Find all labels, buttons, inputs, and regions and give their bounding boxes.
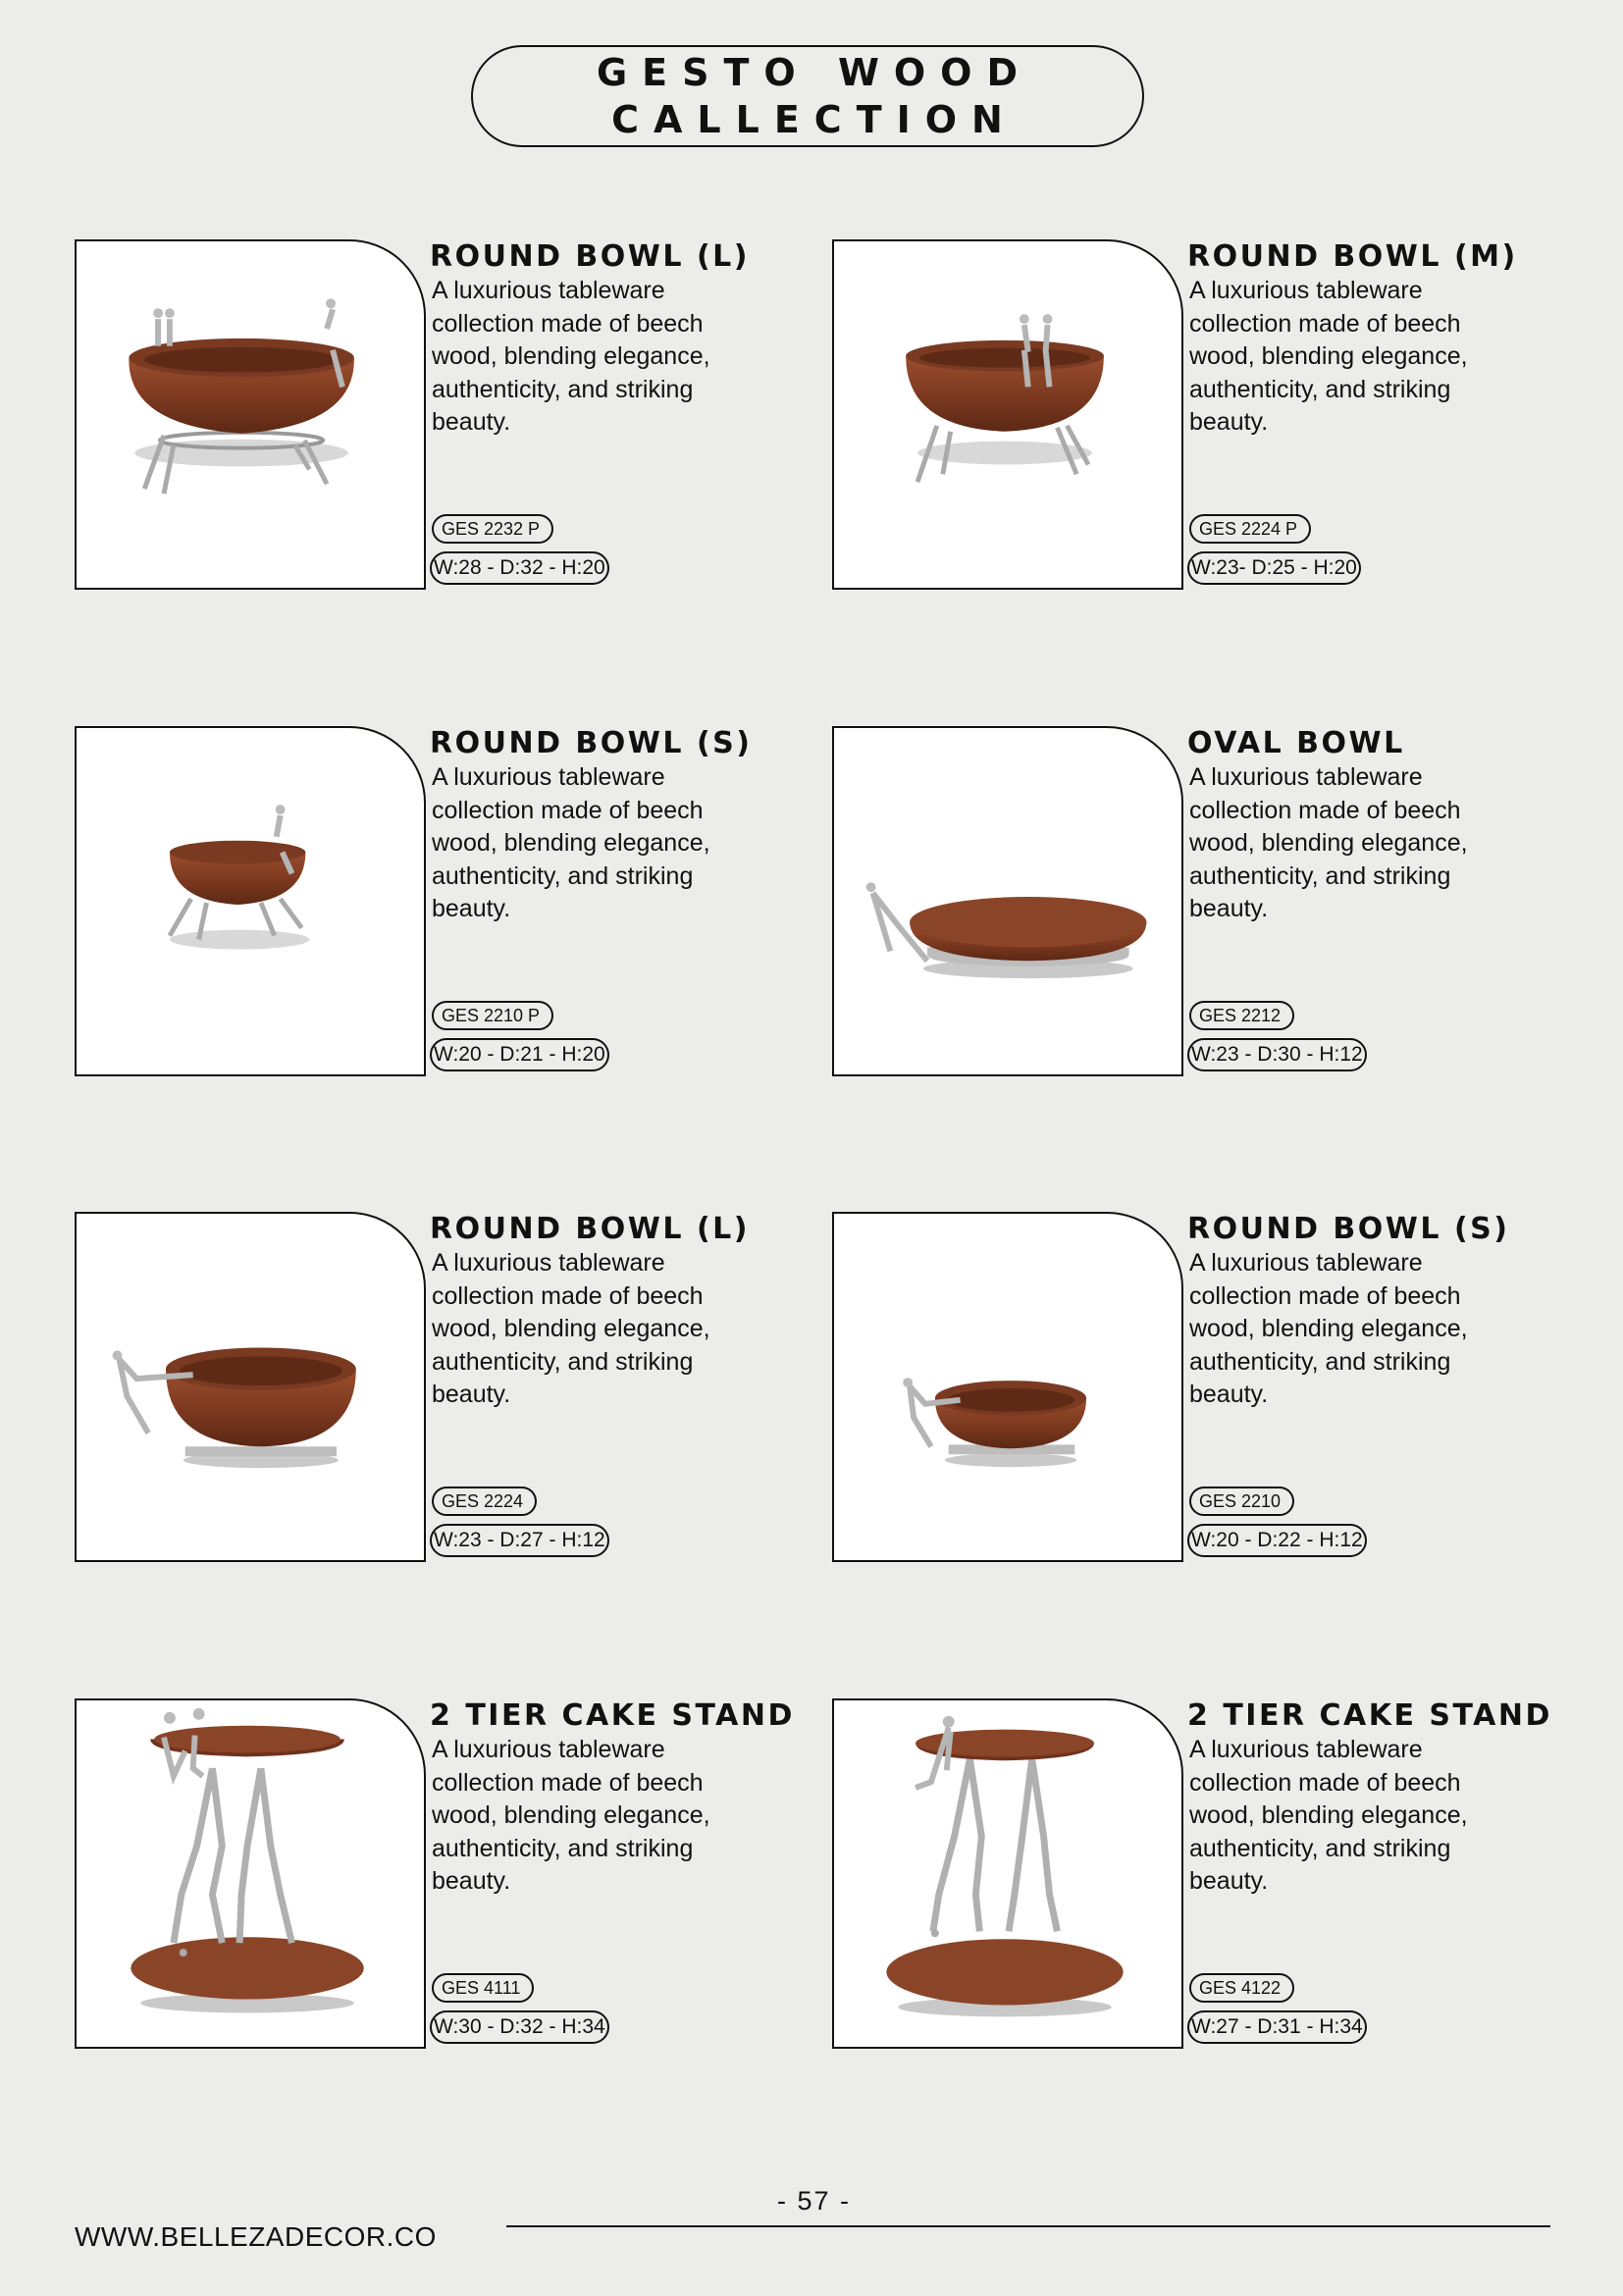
product-photo	[75, 1698, 426, 2049]
product-description: A luxurious tableware collection made of beech wood, blending elegance, authenticity, and striking beauty.	[1189, 763, 1468, 922]
product-description: A luxurious tableware collection made of beech wood, blending elegance, authenticity, and striking beauty.	[432, 763, 710, 922]
product-card	[832, 1212, 1578, 1562]
product-photo	[75, 239, 426, 590]
product-dimensions: W:20 - D:21 - H:20	[430, 1038, 609, 1071]
product-description: A luxurious tableware collection made of beech wood, blending elegance, authenticity, and striking beauty.	[1189, 1249, 1468, 1408]
product-card	[75, 726, 820, 1076]
product-description: A luxurious tableware collection made of beech wood, blending elegance, authenticity, and striking beauty.	[432, 1736, 710, 1895]
product-title: 2 TIER CAKE STAND	[430, 1698, 795, 1733]
product-title: ROUND BOWL (M)	[1187, 239, 1518, 274]
product-code: GES 4122	[1189, 1973, 1294, 2003]
collection-title-line2: CALLECTION	[611, 98, 1018, 141]
product-photo	[75, 1212, 426, 1562]
collection-title	[471, 45, 1144, 147]
product-dimensions: W:30 - D:32 - H:34	[430, 2010, 609, 2044]
product-dimensions: W:20 - D:22 - H:12	[1187, 1524, 1367, 1557]
product-dimensions: W:27 - D:31 - H:34	[1187, 2010, 1367, 2044]
product-description: A luxurious tableware collection made of beech wood, blending elegance, authenticity, and striking beauty.	[432, 277, 710, 436]
product-dimensions: W:23- D:25 - H:20	[1187, 551, 1361, 585]
product-code: GES 2210 P	[432, 1001, 553, 1030]
product-title: ROUND BOWL (S)	[430, 726, 753, 760]
product-title: ROUND BOWL (L)	[430, 1212, 750, 1246]
product-dimensions: W:23 - D:27 - H:12	[430, 1524, 609, 1557]
product-photo	[75, 726, 426, 1076]
product-code: GES 2212	[1189, 1001, 1294, 1030]
page-number: - 57 -	[777, 2186, 852, 2216]
product-photo	[832, 1698, 1183, 2049]
product-card	[832, 726, 1578, 1076]
product-dimensions: W:28 - D:32 - H:20	[430, 551, 609, 585]
product-code: GES 4111	[432, 1973, 534, 2003]
product-card	[75, 239, 820, 590]
product-code: GES 2210	[1189, 1487, 1294, 1516]
product-code: GES 2224 P	[1189, 514, 1311, 544]
product-card	[75, 1698, 820, 2049]
collection-title-line1: GESTO WOOD	[596, 51, 1033, 94]
product-title: 2 TIER CAKE STAND	[1187, 1698, 1552, 1733]
website-url: WWW.BELLEZADECOR.CO	[75, 2221, 437, 2252]
product-card	[832, 239, 1578, 590]
product-description: A luxurious tableware collection made of beech wood, blending elegance, authenticity, and striking beauty.	[1189, 277, 1468, 436]
product-card	[832, 1698, 1578, 2049]
product-photo	[832, 726, 1183, 1076]
product-code: GES 2232 P	[432, 514, 553, 544]
product-card	[75, 1212, 820, 1562]
product-photo	[832, 239, 1183, 590]
product-title: ROUND BOWL (S)	[1187, 1212, 1510, 1246]
product-title: ROUND BOWL (L)	[430, 239, 750, 274]
product-photo	[832, 1212, 1183, 1562]
product-dimensions: W:23 - D:30 - H:12	[1187, 1038, 1367, 1071]
product-description: A luxurious tableware collection made of beech wood, blending elegance, authenticity, and striking beauty.	[432, 1249, 710, 1408]
footer-divider	[506, 2225, 1550, 2227]
product-description: A luxurious tableware collection made of beech wood, blending elegance, authenticity, and striking beauty.	[1189, 1736, 1468, 1895]
product-code: GES 2224	[432, 1487, 537, 1516]
product-title: OVAL BOWL	[1187, 726, 1405, 760]
